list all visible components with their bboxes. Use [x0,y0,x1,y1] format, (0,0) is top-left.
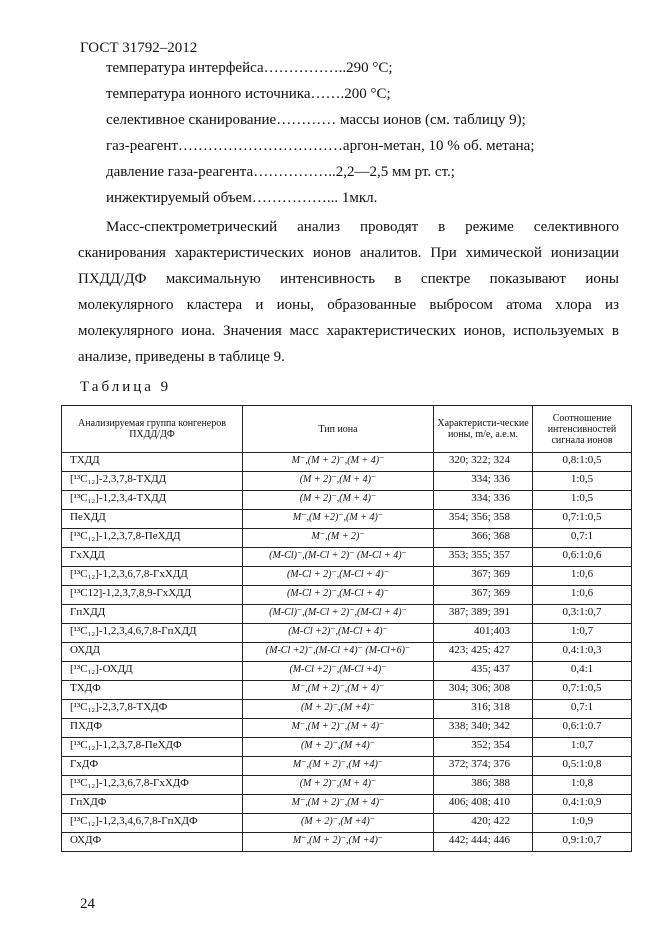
column-header: Тип иона [243,406,434,453]
parameter-list [106,59,534,215]
ion-type-cell: M⁻,(M + 2)⁻,(M + 4)⁻ [243,453,434,472]
table-body [62,453,632,852]
ion-type-cell: (M + 2)⁻,(M +4)⁻ [243,700,434,719]
intensity-ratio-cell: 0,9:1:0,7 [533,833,632,852]
characteristic-ions-cell: 442; 444; 446 [434,833,533,852]
table-row [62,833,632,852]
intensity-ratio-cell: 0,7:1 [533,529,632,548]
congener-group-cell: [¹³C₁₂]-1,2,3,6,7,8-ГхХДД [62,567,243,586]
intensity-ratio-cell: 1:0,7 [533,624,632,643]
congener-group-cell: [¹³C₁₂]-1,2,3,7,8-ПеХДФ [62,738,243,757]
table-row [62,643,632,662]
ion-type-cell: (M-Cl + 2)⁻,(M-Cl + 4)⁻ [243,586,434,605]
table-row [62,586,632,605]
table-row [62,548,632,567]
characteristic-ions-cell: 386; 388 [434,776,533,795]
column-header: Соотношение интенсивностей сигнала ионов [533,406,632,453]
characteristic-ions-cell: 352; 354 [434,738,533,757]
table-row [62,757,632,776]
table-row [62,605,632,624]
intensity-ratio-cell: 0,5:1:0,8 [533,757,632,776]
intensity-ratio-cell: 0,4:1:0,9 [533,795,632,814]
parameter-line: инжектируемый объем……………... 1мкл. [106,190,378,206]
table-row [62,491,632,510]
ion-type-cell: M⁻,(M +2)⁻,(M + 4)⁻ [243,510,434,529]
congener-group-cell: ОХДД [62,643,243,662]
intensity-ratio-cell: 1:0,6 [533,586,632,605]
characteristic-ions-cell: 423; 425; 427 [434,643,533,662]
characteristic-ions-cell: 334; 336 [434,472,533,491]
table-header-row [62,406,632,453]
body-paragraph [78,214,619,370]
ion-type-cell: M⁻,(M + 2)⁻,(M + 4)⁻ [243,795,434,814]
characteristic-ions-cell: 367; 369 [434,586,533,605]
table-row [62,662,632,681]
intensity-ratio-cell: 0,4:1:0,3 [533,643,632,662]
characteristic-ions-cell: 420; 422 [434,814,533,833]
characteristic-ions-cell: 435; 437 [434,662,533,681]
congener-group-cell: ОХДФ [62,833,243,852]
intensity-ratio-cell: 0,7:1 [533,700,632,719]
characteristic-ions-cell: 354; 356; 358 [434,510,533,529]
ion-type-cell: M⁻,(M + 2)⁻,(M + 4)⁻ [243,681,434,700]
ion-type-cell: M⁻,(M + 2)⁻,(M +4)⁻ [243,757,434,776]
ion-type-cell: (M-Cl +2)⁻,(M-Cl + 4)⁻ [243,624,434,643]
intensity-ratio-cell: 0,8:1:0,5 [533,453,632,472]
ion-type-cell: (M-Cl +2)⁻,(M-Cl +4)⁻ (M-Cl+6)⁻ [243,643,434,662]
congener-group-cell: [¹³C12]-1,2,3,7,8,9-ГхХДД [62,586,243,605]
congener-group-cell: ГхХДД [62,548,243,567]
characteristic-ions-cell: 353; 355; 357 [434,548,533,567]
characteristic-ions-cell: 334; 336 [434,491,533,510]
characteristic-ions-cell: 401;403 [434,624,533,643]
table-row [62,738,632,757]
ion-type-cell: (M-Cl)⁻,(M-Cl + 2)⁻,(M-Cl + 4)⁻ [243,605,434,624]
column-header: Характеристи-ческие ионы, m/e, а.е.м. [434,406,533,453]
table-row [62,453,632,472]
table-row [62,814,632,833]
ion-type-cell: M⁻,(M + 2)⁻,(M + 4)⁻ [243,719,434,738]
characteristic-ions-cell: 406; 408; 410 [434,795,533,814]
table-row [62,681,632,700]
ion-type-cell: (M + 2)⁻,(M + 4)⁻ [243,491,434,510]
congener-group-cell: [¹³C₁₂]-1,2,3,6,7,8-ГхХДФ [62,776,243,795]
congener-group-cell: [¹³C₁₂]-1,2,3,4,6,7,8-ГпХДФ [62,814,243,833]
table-row [62,472,632,491]
congener-group-cell: ГпХДФ [62,795,243,814]
ion-table [61,405,632,852]
characteristic-ions-cell: 367; 369 [434,567,533,586]
intensity-ratio-cell: 0,6:1:0,6 [533,548,632,567]
ion-type-cell: (M + 2)⁻,(M +4)⁻ [243,814,434,833]
characteristic-ions-cell: 320; 322; 324 [434,453,533,472]
congener-group-cell: ПеХДД [62,510,243,529]
intensity-ratio-cell: 1:0,6 [533,567,632,586]
intensity-ratio-cell: 1:0,9 [533,814,632,833]
parameter-line: температура интерфейса……………..290 °С; [106,60,393,76]
intensity-ratio-cell: 0,4:1 [533,662,632,681]
characteristic-ions-cell: 304; 306; 308 [434,681,533,700]
ion-type-cell: (M + 2)⁻,(M +4)⁻ [243,738,434,757]
intensity-ratio-cell: 1:0,7 [533,738,632,757]
parameter-line: селективное сканирование………… массы ионов (см. таблицу 9); [106,112,526,128]
ion-type-cell: M⁻,(M + 2)⁻,(M +4)⁻ [243,833,434,852]
table-row [62,719,632,738]
intensity-ratio-cell: 1:0,5 [533,472,632,491]
ion-type-cell: (M + 2)⁻,(M + 4)⁻ [243,776,434,795]
ion-type-cell: (M-Cl)⁻,(M-Cl + 2)⁻ (M-Cl + 4)⁻ [243,548,434,567]
table-row [62,795,632,814]
ion-type-cell: M⁻,(M + 2)⁻ [243,529,434,548]
congener-group-cell: ТХДД [62,453,243,472]
table-row [62,529,632,548]
table-row [62,700,632,719]
parameter-line: давление газа-реагента……………..2,2—2,5 мм рт. ст.; [106,164,455,180]
intensity-ratio-cell: 1:0,5 [533,491,632,510]
intensity-ratio-cell: 0,7:1:0,5 [533,510,632,529]
paragraph-text: Масс-спектрометрический анализ проводят в режиме селективного сканирования характеристических ионов аналитов. При химической ионизации ПХДД/ДФ максимальную интенсивность в спектре показывают ионы молекулярного кластера и ионы, образованные выбросом атома хлора из молекулярного иона. Значения масс характеристических ионов, используемых в анализе, приведены в таблице 9. [78,219,619,365]
congener-group-cell: ТХДФ [62,681,243,700]
congener-group-cell: [¹³C₁₂]-1,2,3,4,6,7,8-ГпХДД [62,624,243,643]
table-row [62,567,632,586]
congener-group-cell: ПХДФ [62,719,243,738]
document-header: ГОСТ 31792–2012 [80,40,198,56]
ion-type-cell: (M-Cl + 2)⁻,(M-Cl + 4)⁻ [243,567,434,586]
parameter-line: температура ионного источника…….200 °С; [106,86,391,102]
intensity-ratio-cell: 0,6:1:0.7 [533,719,632,738]
congener-group-cell: [¹³C₁₂]-1,2,3,4-ТХДД [62,491,243,510]
ion-type-cell: (M + 2)⁻,(M + 4)⁻ [243,472,434,491]
congener-group-cell: [¹³C₁₂]-ОХДД [62,662,243,681]
congener-group-cell: [¹³C₁₂]-1,2,3,7,8-ПеХДД [62,529,243,548]
intensity-ratio-cell: 0,3:1:0,7 [533,605,632,624]
characteristic-ions-cell: 387; 389; 391 [434,605,533,624]
characteristic-ions-cell: 366; 368 [434,529,533,548]
parameter-line: газ-реагент……………………………аргон-метан, 10 % об. метана; [106,138,535,154]
characteristic-ions-cell: 316; 318 [434,700,533,719]
intensity-ratio-cell: 1:0,8 [533,776,632,795]
congener-group-cell: ГхДФ [62,757,243,776]
congener-group-cell: ГпХДД [62,605,243,624]
column-header: Анализируемая группа конгенеров ПХДД/ДФ [62,406,243,453]
ion-type-cell: (M-Cl +2)⁻,(M-Cl +4)⁻ [243,662,434,681]
intensity-ratio-cell: 0,7:1:0,5 [533,681,632,700]
table-row [62,624,632,643]
table-row [62,776,632,795]
congener-group-cell: [¹³C₁₂]-2,3,7,8-ТХДД [62,472,243,491]
table-caption: Таблица 9 [80,379,172,395]
table-row [62,510,632,529]
congener-group-cell: [¹³C₁₂]-2,3,7,8-ТХДФ [62,700,243,719]
characteristic-ions-cell: 372; 374; 376 [434,757,533,776]
characteristic-ions-cell: 338; 340; 342 [434,719,533,738]
page-number: 24 [80,896,95,912]
